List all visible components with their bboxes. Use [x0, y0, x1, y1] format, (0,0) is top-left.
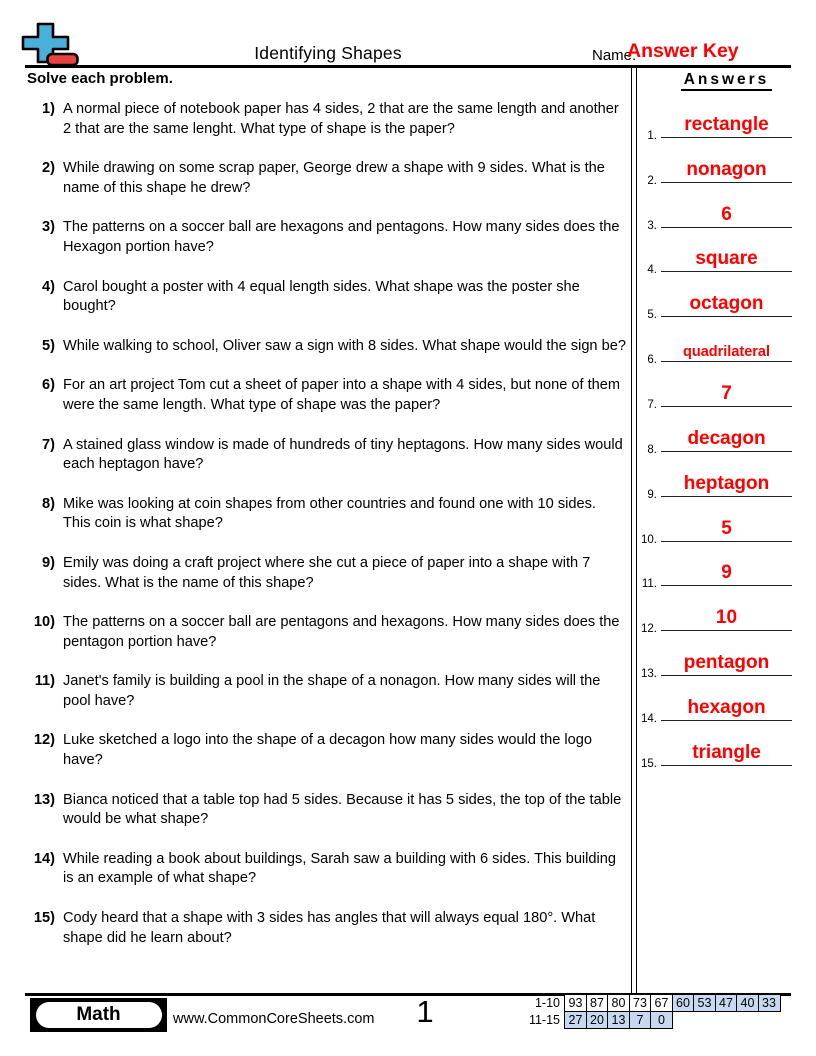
score-cell: 80 [607, 994, 630, 1012]
answer-number: 9. [647, 489, 657, 501]
problem-text: The patterns on a soccer ball are hexagons and pentagons. How many sides does the Hexagon portion have? [63, 219, 620, 255]
answer-row-9 [647, 468, 792, 501]
score-cell: 47 [715, 994, 738, 1012]
header-rule [25, 65, 791, 68]
problem-number: 9) [42, 554, 55, 571]
score-table [492, 994, 779, 1031]
score-cell: 93 [564, 994, 587, 1012]
answer-row-5 [647, 288, 792, 321]
score-cell: 87 [586, 994, 609, 1012]
score-cell: 13 [607, 1011, 630, 1029]
problem-3 [27, 218, 627, 257]
problem-text: Bianca noticed that a table top had 5 sides. Because it has 5 sides, the top of the table would be what shape? [63, 791, 622, 828]
answer-row-2 [647, 154, 792, 187]
answer-row-8 [647, 423, 792, 456]
problem-text: While reading a book about buildings, Sarah saw a building with 6 sides. This building is an example of what shape? [63, 850, 617, 887]
problem-number: 2) [42, 160, 55, 177]
answer-row-11 [641, 557, 792, 590]
answer-number: 14. [641, 713, 657, 725]
problem-14 [27, 850, 627, 889]
score-cell: 53 [693, 994, 716, 1012]
answer-value: 6 [721, 204, 732, 225]
problem-5 [27, 337, 627, 357]
problem-number: 1) [42, 101, 55, 117]
answer-number: 11. [641, 578, 657, 590]
problems-section [27, 70, 627, 968]
score-row-label: 1-10 [534, 995, 560, 1010]
answer-number: 2. [647, 175, 657, 187]
problem-10 [27, 613, 627, 652]
subject-badge [30, 998, 167, 1032]
problem-text: Janet's family is building a pool in the shape of a nonagon. How many sides will the pool have? [63, 673, 601, 709]
problem-15 [27, 909, 627, 948]
problem-4 [27, 278, 627, 317]
answer-number: 4. [647, 264, 657, 276]
answer-row-10 [641, 513, 792, 546]
problem-text: Carol bought a poster with 4 equal length sides. What shape was the poster she bought? [63, 278, 580, 315]
problem-text: Mike was looking at coin shapes from other countries and found one with 10 sides. This coin is what shape? [63, 495, 596, 532]
problem-number: 6) [42, 377, 55, 394]
problem-1 [27, 100, 627, 139]
score-row-1 [492, 994, 779, 1013]
problem-text: While drawing on some scrap paper, George drew a shape with 9 sides. What is the name of this shape he drew? [63, 160, 605, 196]
answer-row-7 [647, 378, 792, 411]
answer-value: heptagon [683, 473, 770, 494]
answer-value: 9 [721, 562, 732, 583]
answer-value: 7 [721, 383, 732, 404]
answer-value: pentagon [683, 652, 770, 673]
problem-number: 14) [33, 850, 55, 867]
answer-number: 3. [647, 220, 657, 232]
score-cell: 40 [736, 994, 759, 1012]
name-label: Name: [592, 47, 637, 64]
page-number: 1 [416, 994, 434, 1029]
answer-key-text: Answer Key [627, 40, 739, 62]
problem-number: 3) [42, 219, 55, 236]
answer-value: triangle [692, 742, 761, 763]
problem-13 [27, 791, 627, 830]
problem-text: Cody heard that a shape with 3 sides has angles that will always equal 180°. What shape did he learn about? [63, 910, 596, 946]
answer-value: octagon [689, 293, 764, 314]
problem-number: 15) [33, 910, 55, 927]
answer-number: 15. [641, 758, 657, 770]
answers-heading-text: Answers [681, 71, 773, 91]
answer-number: 1. [647, 130, 657, 142]
problem-number: 10) [33, 614, 55, 631]
score-cell: 67 [650, 994, 673, 1012]
answer-value: quadrilateral [682, 344, 771, 360]
answer-row-3 [647, 199, 792, 232]
score-cell: 20 [586, 1011, 609, 1029]
answer-number: 8. [647, 444, 657, 456]
problem-number: 5) [42, 337, 55, 354]
score-cell: 33 [758, 994, 781, 1012]
score-cell: 7 [629, 1011, 652, 1029]
score-cell: 27 [564, 1011, 587, 1029]
answer-row-13 [641, 647, 792, 680]
answer-number: 7. [647, 399, 657, 411]
answer-value: hexagon [687, 697, 766, 718]
subject-label: Math [36, 1002, 162, 1028]
problem-12 [27, 731, 627, 770]
answer-number: 6. [647, 354, 657, 366]
answer-value: 10 [715, 607, 738, 628]
answer-value: rectangle [684, 114, 769, 135]
website-url: www.CommonCoreSheets.com [173, 1011, 375, 1027]
problem-number: 13) [33, 791, 55, 808]
answer-row-12 [641, 602, 792, 635]
instructions: Solve each problem. [27, 70, 173, 87]
answers-heading [637, 71, 816, 89]
answer-row-1 [647, 109, 792, 142]
problem-6 [27, 376, 627, 415]
answer-row-4 [647, 243, 792, 276]
score-cell: 73 [629, 994, 652, 1012]
problem-9 [27, 554, 627, 593]
problem-text: While walking to school, Oliver saw a sign with 8 sides. What shape would the sign be? [63, 337, 626, 354]
problem-text: Luke sketched a logo into the shape of a decagon how many sides would the logo have? [63, 732, 592, 769]
problem-number: 11) [34, 673, 55, 690]
problem-number: 12) [33, 732, 55, 749]
problem-number: 7) [42, 436, 55, 453]
problem-text: The patterns on a soccer ball are pentagons and hexagons. How many sides does the pentagon portion have? [63, 614, 620, 650]
answer-row-6 [647, 333, 792, 366]
column-divider [631, 67, 637, 993]
answer-row-14 [641, 692, 792, 725]
problem-number: 8) [42, 495, 55, 512]
score-cell: 60 [672, 994, 695, 1012]
answer-number: 13. [641, 668, 657, 680]
problem-text: For an art project Tom cut a sheet of paper into a shape with 4 sides, but none of them were the same length. What type of shape was the paper? [63, 377, 621, 413]
answer-row-15 [641, 737, 792, 770]
problem-text: Emily was doing a craft project where she cut a piece of paper into a shape with 7 sides. What is the name of this shape? [63, 554, 591, 591]
answer-number: 5. [647, 309, 657, 321]
problem-11 [27, 672, 627, 711]
problem-8 [27, 495, 627, 534]
answer-value: square [695, 248, 758, 269]
problem-text: A stained glass window is made of hundreds of tiny heptagons. How many sides would each heptagon have? [63, 436, 623, 473]
answer-value: nonagon [686, 159, 767, 180]
problem-2 [27, 159, 627, 198]
score-row-2 [492, 1011, 779, 1030]
score-row-label: 11-15 [528, 1013, 560, 1027]
answer-number: 12. [641, 623, 657, 635]
problem-text: A normal piece of notebook paper has 4 sides, 2 that are the same length and another 2 that are the same lenght. What type of shape is the paper? [63, 101, 619, 137]
problem-7 [27, 436, 627, 475]
page-title: Identifying Shapes [254, 43, 402, 63]
score-cell: 0 [650, 1011, 673, 1029]
answer-value: 5 [721, 518, 732, 539]
answer-value: decagon [687, 428, 766, 449]
problem-number: 4) [42, 278, 55, 295]
answer-number: 10. [641, 534, 657, 546]
